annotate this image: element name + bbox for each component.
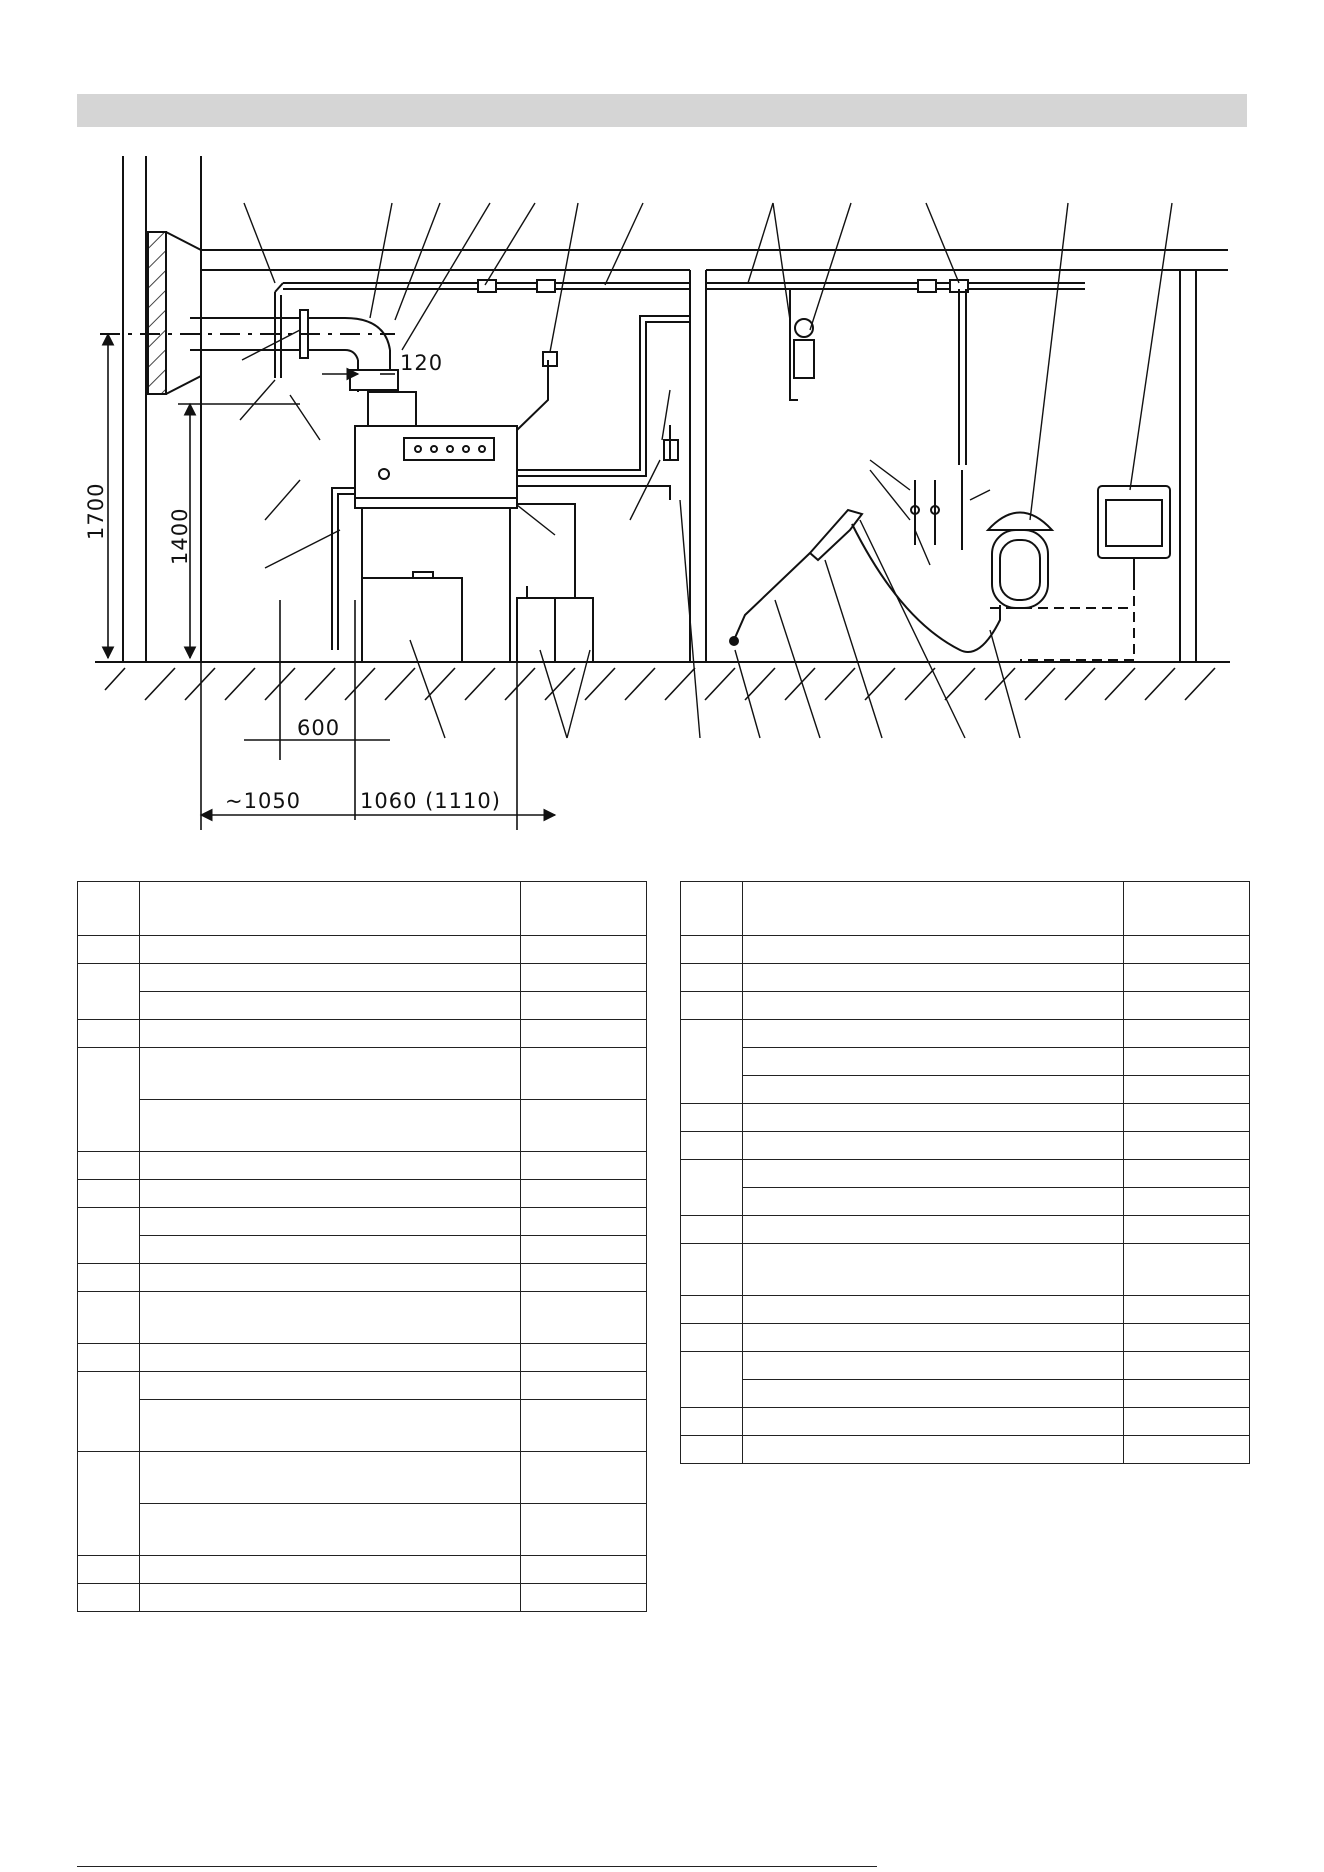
header-no-cell	[681, 882, 743, 936]
detergent-tank	[362, 572, 593, 662]
header-no-cell	[78, 882, 140, 936]
table-row	[78, 1236, 647, 1264]
table-row	[78, 1100, 647, 1152]
table-row	[78, 1372, 647, 1400]
hose-reel	[988, 513, 1052, 609]
wall-distance-label: ~1050	[225, 789, 302, 813]
table-row	[681, 1436, 1250, 1464]
table-row	[681, 1380, 1250, 1408]
washer-unit	[355, 426, 517, 662]
header-part-cell	[1124, 882, 1250, 936]
table-row	[681, 992, 1250, 1020]
table-row	[681, 1296, 1250, 1324]
table-row	[78, 1452, 647, 1504]
table-row	[78, 1556, 647, 1584]
table-row	[681, 1076, 1250, 1104]
table-row	[681, 1408, 1250, 1436]
table-row	[681, 1048, 1250, 1076]
table-row	[681, 1352, 1250, 1380]
table-row	[78, 992, 647, 1020]
table-row	[681, 1216, 1250, 1244]
parts-table-right	[680, 881, 1250, 1464]
table-row	[78, 1504, 647, 1556]
table-row	[78, 1584, 647, 1612]
table-row	[681, 1244, 1250, 1296]
page-footer-rule	[77, 1866, 877, 1867]
table-row	[681, 1132, 1250, 1160]
header-part-cell	[521, 882, 647, 936]
table-row	[78, 1152, 647, 1180]
table-row	[78, 1048, 647, 1100]
table-row	[681, 1188, 1250, 1216]
electric-cable	[990, 580, 1134, 660]
table-header-row	[78, 882, 647, 936]
pipe-offset-label: 120	[400, 351, 444, 375]
table-row	[681, 1324, 1250, 1352]
table-row	[78, 1180, 647, 1208]
ceiling-pipe	[275, 280, 1085, 378]
valve-set	[911, 480, 939, 545]
table-row	[78, 936, 647, 964]
table-row	[78, 1208, 647, 1236]
floor-hatch	[105, 668, 1215, 700]
table-row	[78, 1400, 647, 1452]
header-description-cell	[743, 882, 1124, 936]
header-description-cell	[140, 882, 521, 936]
installation-diagram	[0, 0, 1324, 860]
table-row	[681, 1160, 1250, 1188]
control-box	[1098, 486, 1170, 580]
table-row	[78, 1292, 647, 1344]
pressure-regulator	[790, 289, 814, 400]
drop-pipe	[959, 289, 966, 550]
table-row	[681, 1104, 1250, 1132]
offset-600-label: 600	[297, 716, 341, 740]
table-row	[78, 964, 647, 992]
table-row	[78, 1344, 647, 1372]
unit-width-label: 1060 (1110)	[360, 789, 501, 813]
table-row	[681, 936, 1250, 964]
parts-table-left	[77, 881, 647, 1612]
table-row	[78, 1264, 647, 1292]
height-1700-label: 1700	[84, 482, 108, 540]
table-row	[681, 964, 1250, 992]
table-header-row	[681, 882, 1250, 936]
table-row	[681, 1020, 1250, 1048]
height-1400-label: 1400	[168, 507, 192, 565]
table-row	[78, 1020, 647, 1048]
